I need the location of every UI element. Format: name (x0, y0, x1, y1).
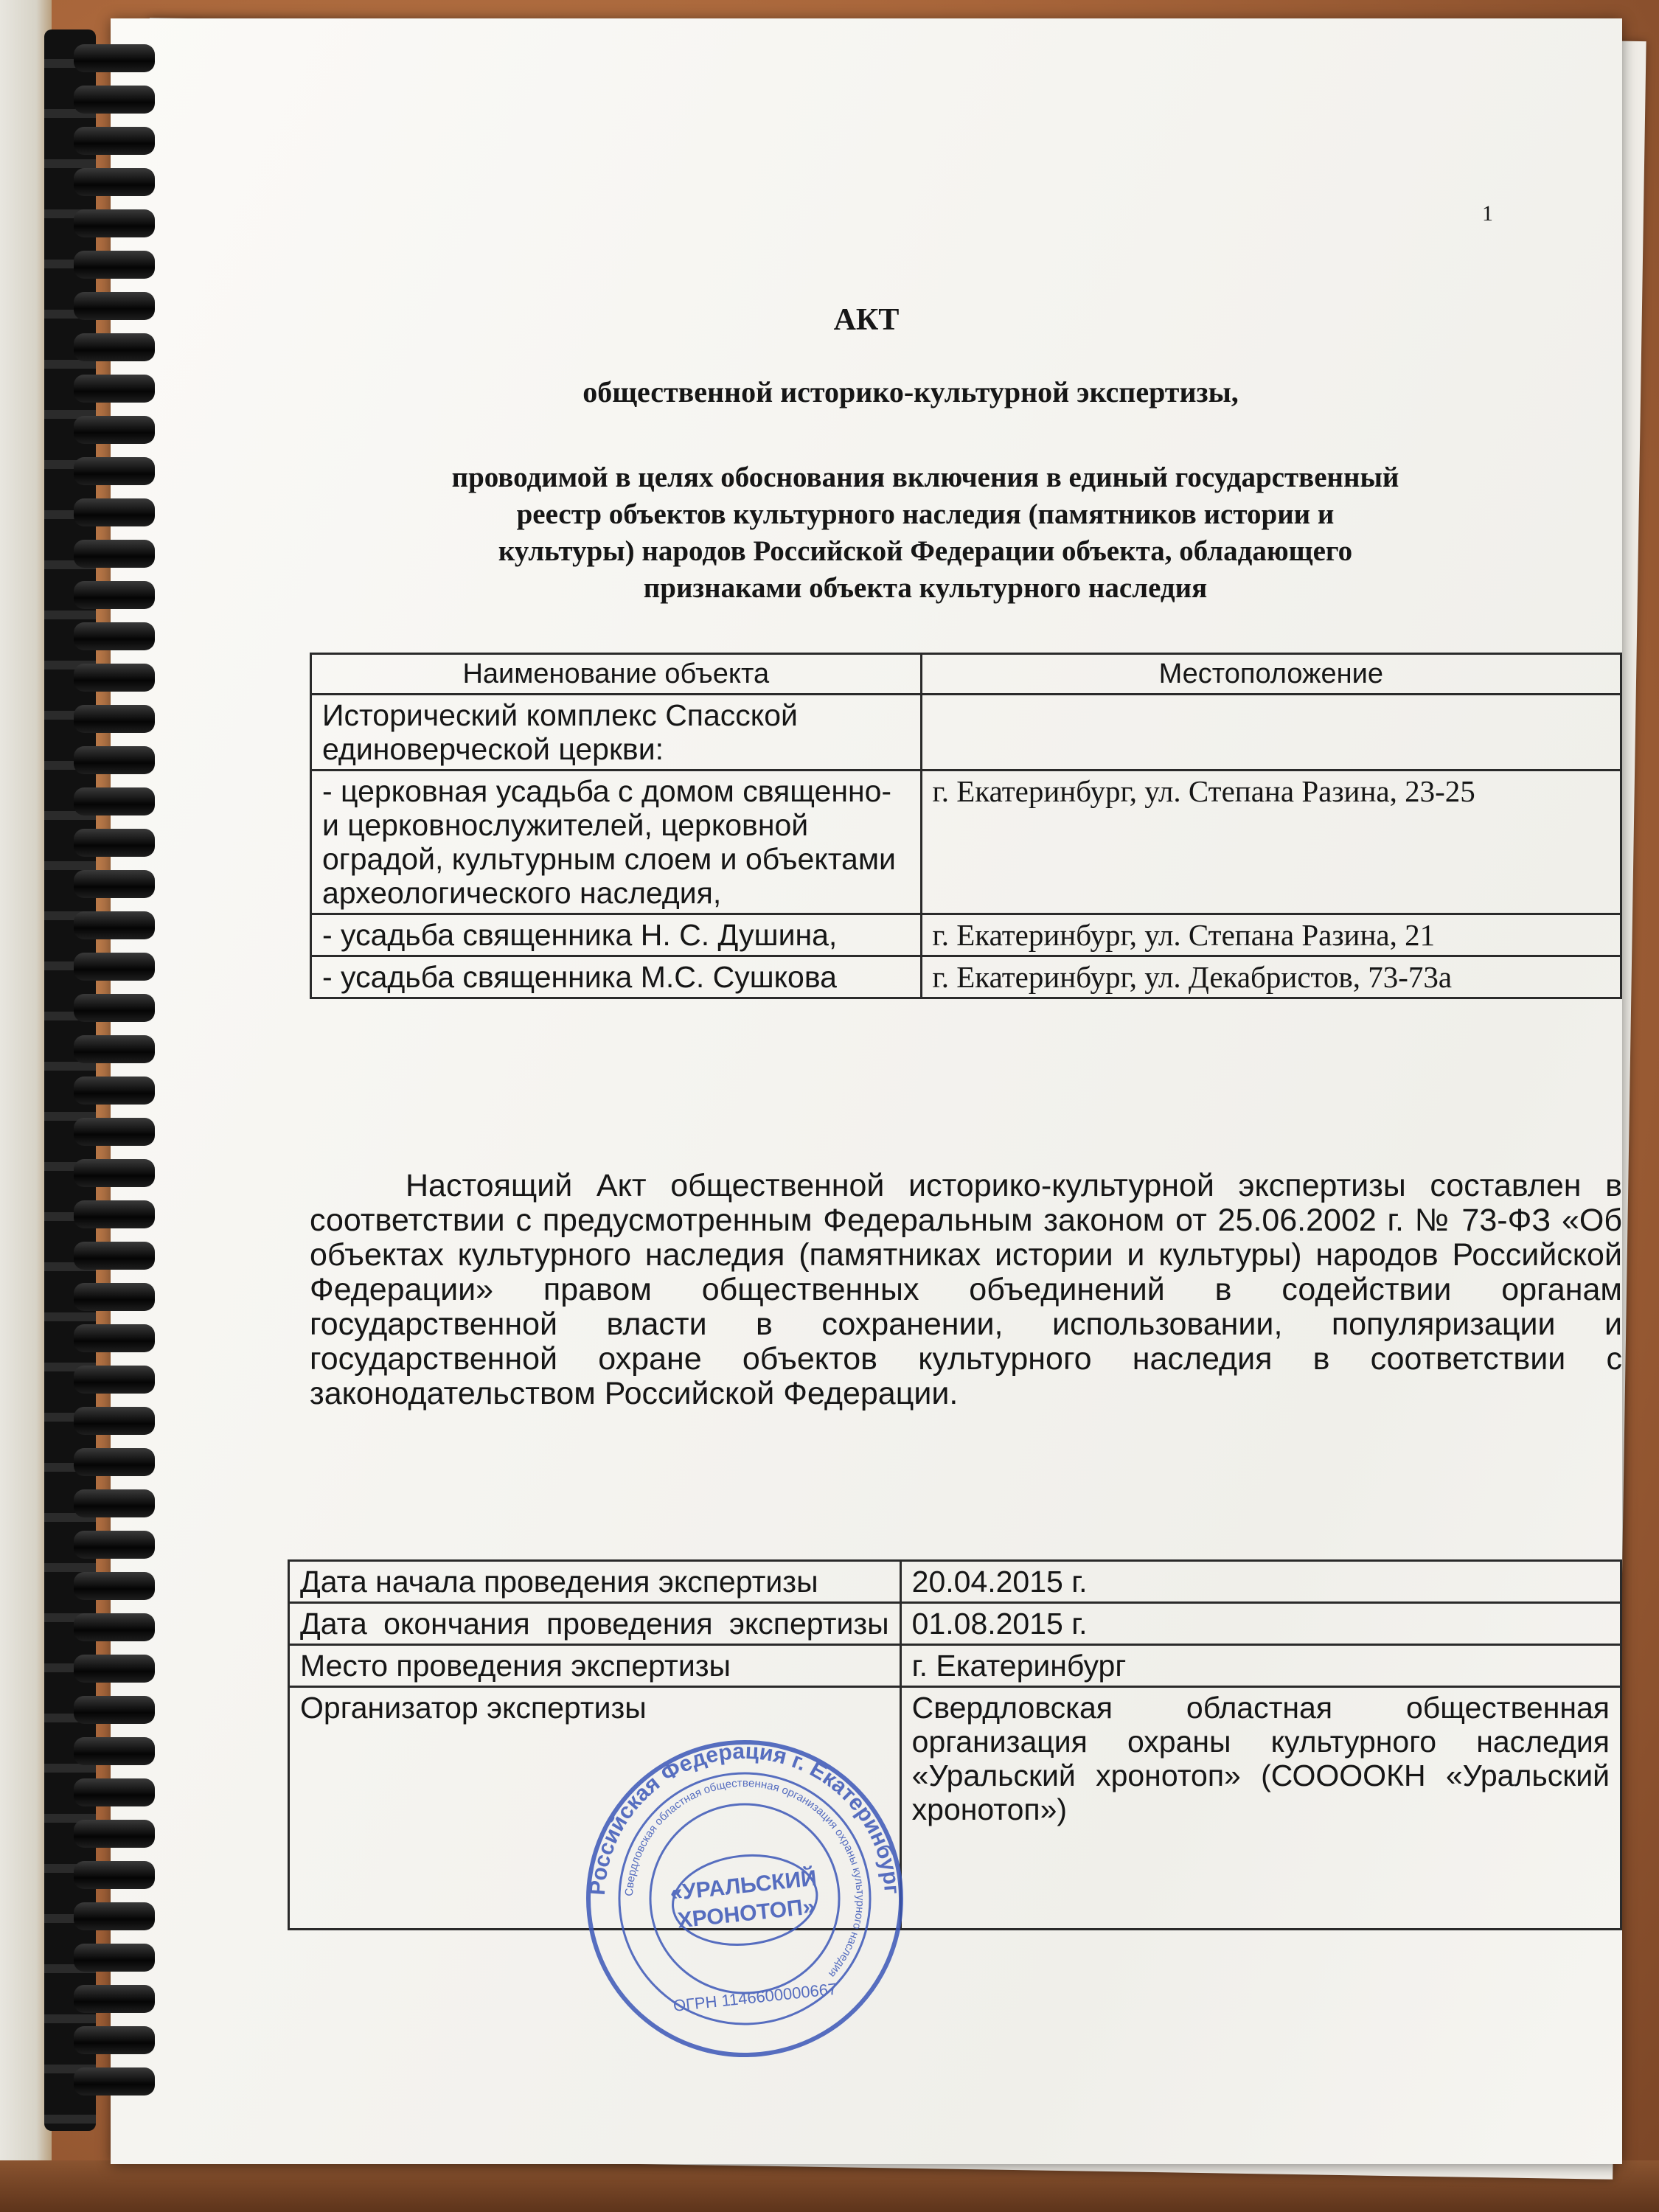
binding-ring (74, 1944, 155, 1972)
header-object-name: Наименование объекта (311, 654, 922, 695)
detail-label: Дата начала проведения экспертизы (289, 1561, 901, 1603)
object-location: г. Екатеринбург, ул. Степана Разина, 21 (921, 914, 1621, 956)
table-row (289, 1603, 1621, 1645)
binding-ring (74, 1118, 155, 1146)
document-title: АКТ (833, 303, 900, 337)
binding-ring (74, 1820, 155, 1848)
binding-ring (74, 333, 155, 361)
document-purpose (111, 459, 1622, 607)
binding-ring (74, 1200, 155, 1228)
table-row (311, 956, 1621, 998)
stamp-center-line1: «УРАЛЬСКИЙ (669, 1865, 818, 1906)
organization-stamp (566, 1720, 923, 2077)
table-row (311, 914, 1621, 956)
stamp-middle-text: Свердловская областная общественная организация охраны культурного наследия (622, 1776, 867, 1980)
objects-table (310, 653, 1622, 999)
detail-label: Организатор экспертизы (289, 1687, 901, 1930)
binding-ring (74, 829, 155, 857)
detail-label: Место проведения экспертизы (289, 1645, 901, 1687)
document-subtitle: общественной историко-культурной экспертизы, (582, 375, 1239, 408)
binding-ring (74, 1737, 155, 1765)
object-location (921, 695, 1621, 771)
binding-ring (74, 664, 155, 692)
table-row (289, 1687, 1621, 1930)
object-name: - церковная усадьба с домом священно- и церковнослужителей, церковной оградой, культурным слоем и объектами археологического наследия, (311, 771, 922, 914)
binding-ring (74, 994, 155, 1022)
binding-ring (74, 1242, 155, 1270)
stamp-center-line2: ХРОНОТОП» (676, 1894, 816, 1933)
table-row (311, 771, 1621, 914)
binding-ring (74, 1531, 155, 1559)
binding-ring (74, 416, 155, 444)
object-name: Исторический комплекс Спасской единоверческой церкви: (311, 695, 922, 771)
binding-ring (74, 2026, 155, 2054)
binding-ring (74, 870, 155, 898)
binding-ring (74, 581, 155, 609)
table-row (289, 1561, 1621, 1603)
binding-ring (74, 787, 155, 815)
detail-label: Дата окончания проведения экспертизы (289, 1603, 901, 1645)
binding-ring (74, 86, 155, 114)
binding-ring (74, 1159, 155, 1187)
binding-ring (74, 705, 155, 733)
binding-ring (74, 911, 155, 939)
binding-ring (74, 1861, 155, 1889)
detail-value: 01.08.2015 г. (900, 1603, 1621, 1645)
binding-ring (74, 1035, 155, 1063)
binding-ring (74, 746, 155, 774)
binding-ring (74, 1366, 155, 1394)
binding-ring (74, 1324, 155, 1352)
header-location: Местоположение (921, 654, 1621, 695)
binding-ring (74, 44, 155, 72)
object-name: - усадьба священника М.С. Сушкова (311, 956, 922, 998)
table-row (311, 695, 1621, 771)
purpose-line: реестр объектов культурного наследия (памятников истории и (516, 498, 1335, 530)
intro-paragraph: Настоящий Акт общественной историко-культурной экспертизы составлен в соответствии с предусмотренным Федеральным законом от 25.06.2002 г. № 73-ФЗ «Об объектах культурного наследия (памятниках истории и культуры) народов Российской Федерации» правом общественных объединений в содействии органам государственной власти в сохранении, использовании, популяризации и государственной охране объектов культурного наследия в соответствии с законодательством Российской Федерации. (310, 1168, 1622, 1411)
spiral-binding (74, 44, 155, 2124)
object-location: г. Екатеринбург, ул. Декабристов, 73-73а (921, 956, 1621, 998)
binding-ring (74, 1407, 155, 1435)
binding-ring (74, 1613, 155, 1641)
purpose-line: признаками объекта культурного наследия (643, 572, 1208, 604)
binding-ring (74, 1985, 155, 2013)
document-page (111, 18, 1622, 2164)
binding-ring (74, 1655, 155, 1683)
table-row (289, 1645, 1621, 1687)
object-name: - усадьба священника Н. С. Душина, (311, 914, 922, 956)
details-table (288, 1559, 1622, 1930)
binding-ring (74, 251, 155, 279)
binding-ring (74, 1778, 155, 1806)
detail-value: 20.04.2015 г. (900, 1561, 1621, 1603)
binding-ring (74, 127, 155, 155)
binding-ring (74, 953, 155, 981)
binding-ring (74, 540, 155, 568)
stamp-ogrn: ОГРН 1146600000667 (672, 1979, 838, 2015)
binding-ring (74, 457, 155, 485)
binding-ring (74, 1696, 155, 1724)
purpose-line: проводимой в целях обоснования включения в единый государственный (451, 462, 1399, 493)
binding-ring (74, 1077, 155, 1105)
purpose-line: культуры) народов Российской Федерации объекта, обладающего (498, 535, 1353, 567)
detail-value: Свердловская областная общественная организация охраны культурного наследия «Уральский хронотоп» (СООООКН «Уральский хронотоп») (900, 1687, 1621, 1930)
binding-ring (74, 1572, 155, 1600)
binding-ring (74, 168, 155, 196)
detail-value: г. Екатеринбург (900, 1645, 1621, 1687)
page-number: 1 (1482, 201, 1493, 226)
binding-ring (74, 498, 155, 526)
object-location: г. Екатеринбург, ул. Степана Разина, 23-25 (921, 771, 1621, 914)
binding-ring (74, 375, 155, 403)
binding-ring (74, 1448, 155, 1476)
binding-ring (74, 1902, 155, 1930)
binding-ring (74, 1489, 155, 1517)
binding-ring (74, 209, 155, 237)
binding-ring (74, 2067, 155, 2096)
table-header-row (311, 654, 1621, 695)
stamp-outer-text: Российская Федерация г. Екатеринбург (585, 1739, 904, 1896)
binding-ring (74, 292, 155, 320)
binding-ring (74, 622, 155, 650)
binding-ring (74, 1283, 155, 1311)
